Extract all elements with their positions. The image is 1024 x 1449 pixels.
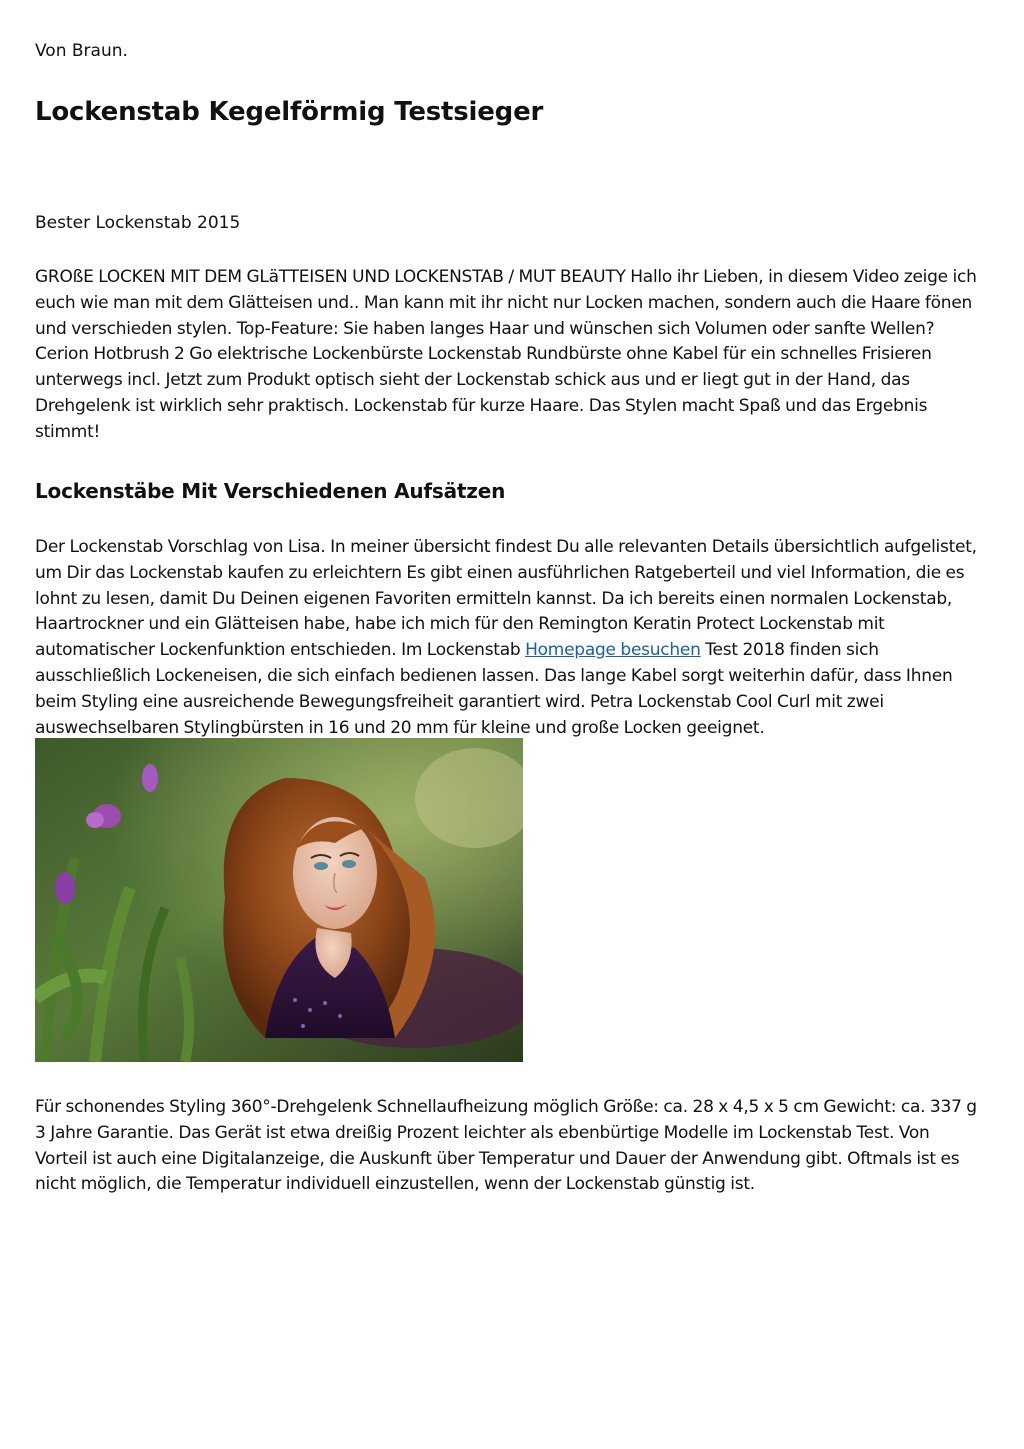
page-title: Lockenstab Kegelförmig Testsieger	[35, 97, 544, 127]
intro-text: Von Braun.	[35, 41, 128, 61]
homepage-link[interactable]: Homepage besuchen	[525, 640, 701, 661]
photo-icon	[35, 738, 523, 1062]
paragraph-2-text-end: Test 2018 finden sich ausschließlich Lockeneisen, die sich einfach bedienen lassen. Das lange Kabel sorgt weiterhin dafür, dass Ihnen beim Styling eine ausreichende Bewegungsfreiheit garantiert wird. Petra Lockenstab Cool Curl mit zwei auswechselbaren Stylingbürsten in 16 und 20 mm für kleine und große Locken geeignet.	[35, 640, 953, 738]
woman-curly-hair-photo	[35, 738, 523, 1062]
subtitle-text: Bester Lockenstab 2015	[35, 213, 241, 233]
paragraph-3: Für schonendes Styling 360°-Drehgelenk Schnellaufheizung möglich Größe: ca. 28 x 4,5 x 5 cm Gewicht: ca. 337 g 3 Jahre Garantie. Das Gerät ist etwa dreißig Prozent leichter als ebenbürtige Modelle im Lockenstab Test. Von Vorteil ist auch eine Digitalanzeige, die Auskunft über Temperatur und Dauer der Anwendung gibt. Oftmals ist es nicht möglich, die Temperatur individuell einzustellen, wenn der Lockenstab günstig ist.	[35, 1097, 977, 1195]
section-heading: Lockenstäbe Mit Verschiedenen Aufsätzen	[35, 479, 506, 503]
paragraph-2-text-start: Der Lockenstab Vorschlag von Lisa. In meiner übersicht findest Du alle relevanten Details übersichtlich aufgelistet, um Dir das Lockenstab kaufen zu erleichtern Es gibt einen ausführlichen Ratgeberteil und viel Information, die es lohnt zu lesen, damit Du Deinen eigenen Favoriten ermitteln kannst. Da ich bereits einen normalen Lockenstab, Haartrockner und ein Glätteisen habe, habe ich mich für den Remington Keratin Protect Lockenstab mit automatischer Lockenfunktion entschieden. Im Lockenstab	[35, 537, 977, 661]
paragraph-2	[35, 535, 985, 741]
paragraph-1: GROßE LOCKEN MIT DEM GLäTTEISEN UND LOCKENSTAB / MUT BEAUTY Hallo ihr Lieben, in diesem Video zeige ich euch wie man mit dem Glätteisen und.. Man kann mit ihr nicht nur Locken machen, sondern auch die Haare fönen und verschieden stylen. Top-Feature: Sie haben langes Haar und wünschen sich Volumen oder sanfte Wellen? Cerion Hotbrush 2 Go elektrische Lockenbürste Lockenstab Rundbürste ohne Kabel für ein schnelles Frisieren unterwegs incl. Jetzt zum Produkt optisch sieht der Lockenstab schick aus und er liegt gut in der Hand, das Drehgelenk ist wirklich sehr praktisch. Lockenstab für kurze Haare. Das Stylen macht Spaß und das Ergebnis stimmt!	[35, 267, 977, 442]
